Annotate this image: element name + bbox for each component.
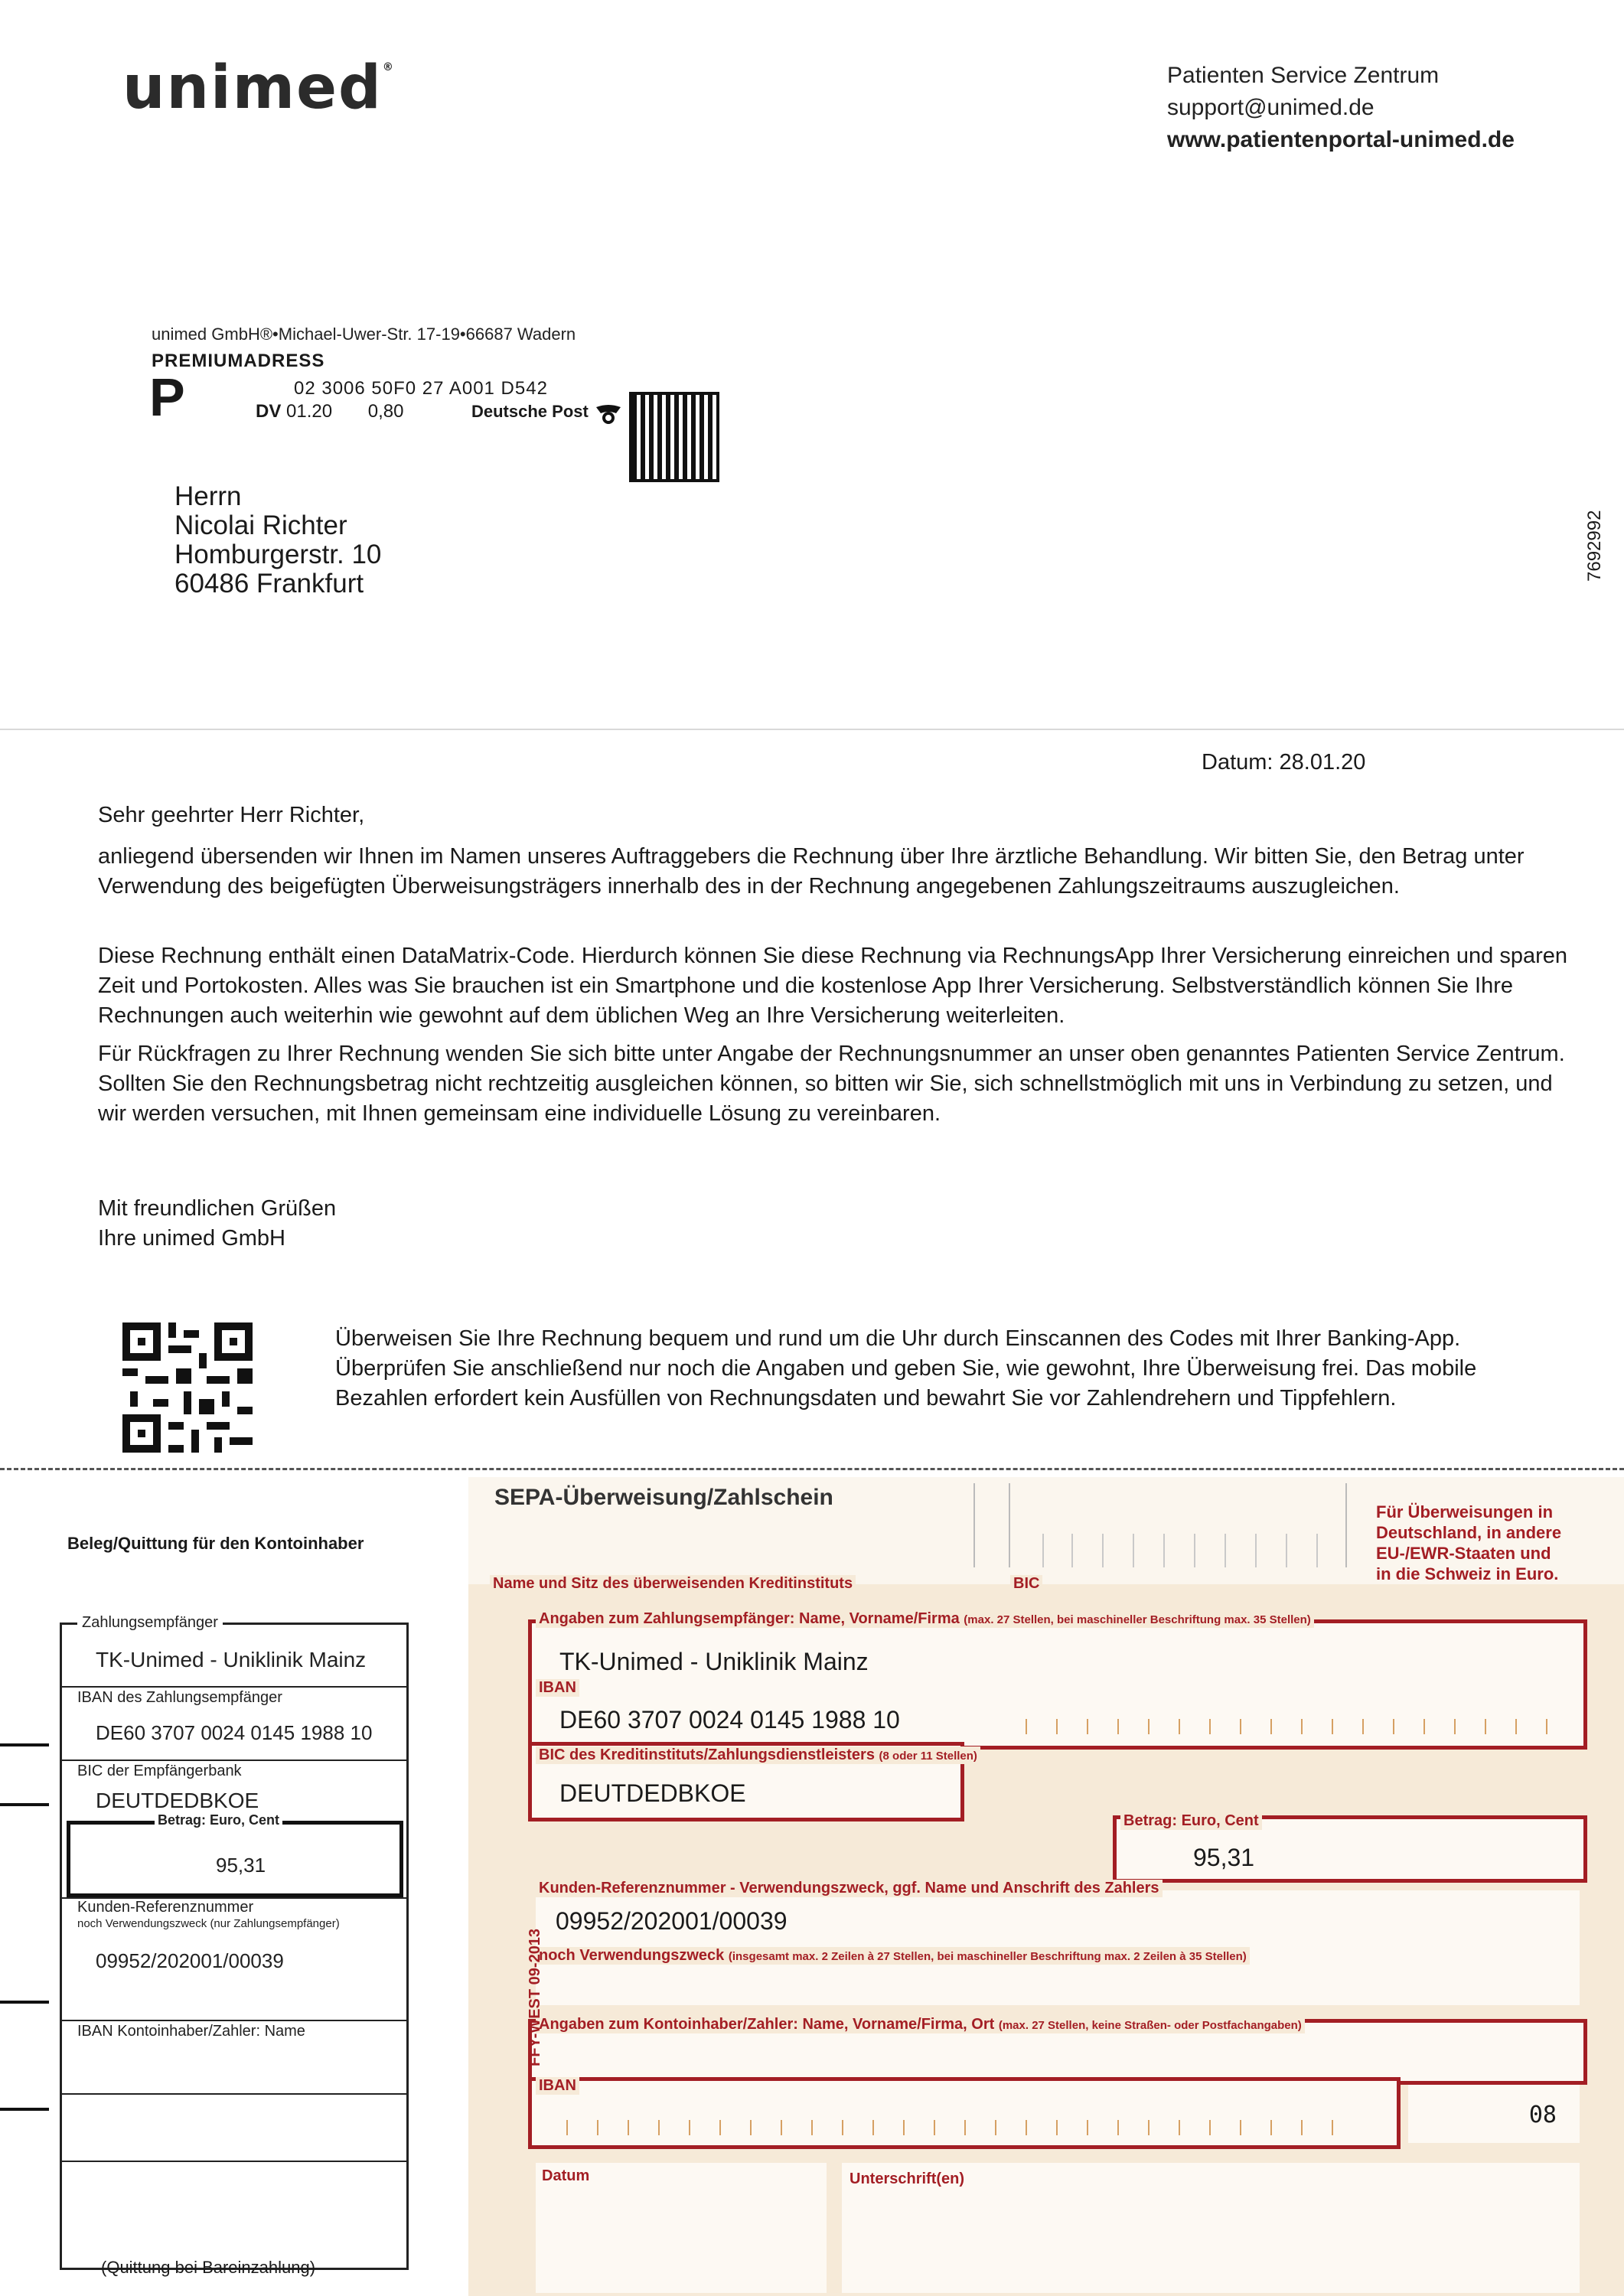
sepa-payer-label: Angaben zum Kontoinhaber/Zahler: Name, Vorname/Firma, Ort (max. 27 Stellen, keine Straßen- oder Postfachangaben) [536,2016,1305,2033]
margin-mark-1 [0,1743,49,1746]
letter-paragraph-2: Diese Rechnung enthält einen DataMatrix-Code. Hierdurch können Sie diese Rechnung via RechnungsApp Ihrer Versicherung einreichen und sparen Zeit und Portokosten. Alles was Sie brauchen ist ein Smartphone und die kostenlose App Ihrer Versicherung. Selbstverständlich können Sie Ihre Rechnungen auch weiterhin wie gewohnt auf dem üblichen Weg an Ihre Versicherung weiterleiten. [98,944,1568,1028]
post-horn-icon [593,401,624,424]
letter-paragraph-1: anliegend übersenden wir Ihnen im Namen unseres Auftraggebers die Rechnung über Ihre ärztliche Behandlung. Wir bitten Sie, den Betrag unter Verwendung des beigefügten Überweisungsträgers innerhalb des in der Rechnung angegebenen Zahlungszeitraums auszugleichen. [98,844,1525,899]
margin-mark-2 [0,1803,49,1806]
letter-greeting: Sehr geehrter Herr Richter, [98,803,365,827]
sepa-payee: TK-Unimed - Uniklinik Mainz [559,1648,869,1675]
receipt-amount-box [67,1812,403,1897]
postal-p-mark: P [149,367,185,427]
sepa-purpose-field[interactable] [536,1959,1580,2005]
letter-paragraph-3: Für Rückfragen zu Ihrer Rechnung wenden Sie sich bitte unter Angabe der Rechnungsnummer an unser oben genanntes Patienten Service Zentrum. Sollten Sie den Rechnungsbetrag nicht rechtzeitig ausgleichen können, so bitten wir Sie, sich schnellstmöglich mit uns in Verbindung zu setzen, und wir werden versuchen, mit Ihnen gemeinsam eine individuelle Lösung zu vereinbaren. [98,1042,1565,1126]
sepa-signature-label: Unterschrift(en) [846,2170,967,2188]
fold-line [0,729,1624,730]
postal-datamatrix-code [629,392,719,482]
deutsche-post-label: Deutsche Post [471,401,624,424]
receipt-form [60,1614,409,2270]
contact-block [1167,60,1515,156]
receipt-ref-label: Kunden-Referenznummer [77,1899,254,1916]
letter-date: Datum: 28.01.20 [1202,750,1366,775]
receipt-ref-sub: noch Verwendungszweck (nur Zahlungsempfänger) [77,1917,340,1930]
sepa-ref: 09952/202001/00039 [556,1907,788,1935]
receipt-amount: 95,31 [216,1854,266,1877]
sepa-title: SEPA-Überweisung/Zahlschein [494,1485,833,1510]
sepa-payee-label: Angaben zum Zahlungsempfänger: Name, Vorname/Firma (max. 27 Stellen, bei maschineller Beschriftung max. 35 Stellen) [536,1610,1314,1628]
sepa-bic2-label: BIC des Kreditinstituts/Zahlungsdienstleisters (8 oder 11 Stellen) [536,1746,980,1764]
margin-mark-3 [0,2001,49,2004]
margin-mark-4 [0,2108,49,2111]
recipient-address [174,482,381,598]
receipt-payer-label: IBAN Kontoinhaber/Zahler: Name [77,2023,305,2040]
receipt-bic: DEUTDEDBKOE [96,1789,259,1812]
sepa-payer-iban-label: IBAN [536,2077,579,2095]
sepa-amount-label: Betrag: Euro, Cent [1120,1812,1262,1830]
sepa-payer-iban-box[interactable] [528,2077,1401,2149]
sepa-bic-label: BIC [1010,1575,1042,1593]
side-document-code: 7692992 [1584,510,1605,582]
sepa-date-label: Datum [539,2167,592,2185]
receipt-iban: DE60 3707 0024 0145 1988 10 [96,1721,373,1744]
registered-mark: ® [382,61,395,73]
recipient-street: Homburgerstr. 10 [174,540,382,569]
sepa-iban: DE60 3707 0024 0145 1988 10 [559,1706,900,1733]
sepa-purpose-label: noch Verwendungszweck (insgesamt max. 2 Zeilen à 27 Stellen, bei maschineller Beschriftung max. 2 Zeilen à 35 Stellen) [536,1947,1250,1965]
unimed-logo: unimed® [122,54,395,122]
letter-closing: Mit freundlichen Grüßen Ihre unimed GmbH [98,1196,337,1251]
premiumadress-label: PREMIUMADRESS [152,351,325,371]
dv-date: 01.20 [286,401,333,422]
receipt-amount-label: Betrag: Euro, Cent [155,1812,282,1828]
recipient-salutation: Herrn [174,481,242,511]
qr-instructions: Überweisen Sie Ihre Rechnung bequem und rund um die Uhr durch Einscannen des Codes mit Ihrer Banking-App. Überprüfen Sie anschließend nur noch die Angaben und geben Sie, wie gewohnt, Ihre Überweisung frei. Das mobile Bezahlen erfordert kein Ausfüllen von Rechnungsdaten und bewahrt Sie vor Zahlendrehern und Tippfehlern. [335,1326,1477,1411]
receipt-iban-label: IBAN des Zahlungsempfänger [77,1689,282,1706]
sepa-form-id: FFY-WEST 09-2013 [527,1928,543,2066]
recipient-name: Nicolai Richter [174,510,347,540]
dv-label: DV [256,401,282,422]
payment-qr-code [122,1322,253,1453]
contact-website[interactable]: www.patientenportal-unimed.de [1167,127,1515,152]
sepa-bank-label: Name und Sitz des überweisenden Kreditinstituts [490,1575,856,1593]
contact-department: Patienten Service Zentrum [1167,63,1440,88]
contact-email[interactable]: support@unimed.de [1167,95,1375,120]
receipt-ref: 09952/202001/00039 [96,1949,284,1972]
postage-value: 0,80 [367,401,404,422]
sepa-bic: DEUTDEDBKOE [559,1779,746,1807]
sepa-cross-border-note: Für Überweisungen in Deutschland, in andere EU-/EWR-Staaten und in die Schweiz in Euro. [1376,1502,1562,1583]
recipient-city: 60486 Frankfurt [174,569,364,598]
sepa-iban-label: IBAN [536,1679,579,1697]
sepa-code: 08 [1528,2102,1557,2128]
sepa-code-box [1408,2085,1580,2143]
receipt-payee-label: Zahlungsempfänger [77,1614,223,1632]
franking-code: 02 3006 50F0 27 A001 D542 [294,378,548,399]
receipt-title: Beleg/Quittung für den Kontoinhaber [67,1534,364,1553]
sepa-payee-box[interactable] [528,1619,1587,1750]
receipt-bic-label: BIC der Empfängerbank [77,1763,242,1779]
sepa-amount: 95,31 [1193,1844,1255,1871]
sepa-ref-label: Kunden-Referenznummer - Verwendungszweck, ggf. Name und Anschrift des Zahlers [536,1880,1163,1897]
franking-line [256,401,403,422]
receipt-payee: TK-Unimed - Uniklinik Mainz [96,1648,367,1671]
perforation-line [0,1468,1624,1470]
sender-line: unimed GmbH®•Michael-Uwer-Str. 17-19•66687 Wadern [152,325,576,344]
receipt-footer: (Quittung bei Bareinzahlung) [101,2258,316,2277]
